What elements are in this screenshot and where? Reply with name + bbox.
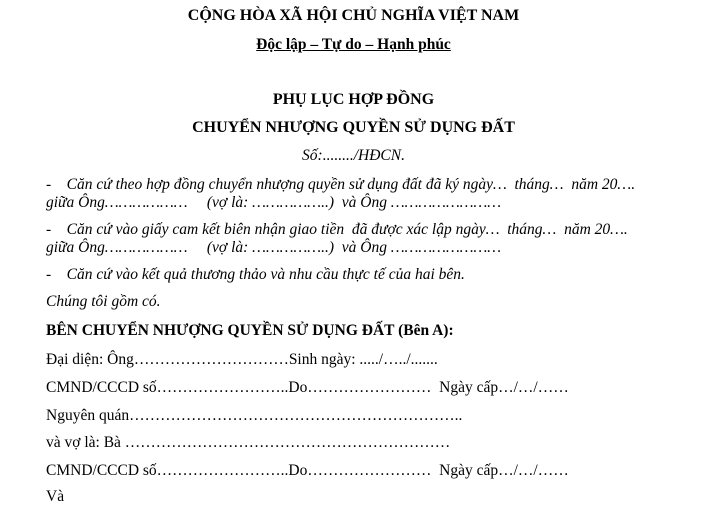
party-a-and: Và <box>46 488 65 505</box>
party-a-heading: BÊN CHUYỂN NHƯỢNG QUYỀN SỬ DỤNG ĐẤT (Bên A): <box>46 322 454 339</box>
party-a-id-2: CMND/CCCD số……………………..Do…………………… Ngày cấp…/…/…… <box>46 462 569 479</box>
basis-2-line-2: giữa Ông……………… (vợ là: ……………..) và Ông …………………… <box>46 239 502 256</box>
basis-2-line-1: - Căn cứ vào giấy cam kết biên nhận giao tiền đã được xác lập ngày… tháng… năm 20…. <box>46 221 628 238</box>
document-subtitle: CHUYỂN NHƯỢNG QUYỀN SỬ DỤNG ĐẤT <box>192 119 515 136</box>
contract-number: Số:......../HĐCN. <box>302 147 405 164</box>
national-title: CỘNG HÒA XÃ HỘI CHỦ NGHĨA VIỆT NAM <box>187 7 520 24</box>
basis-3-line-1: - Căn cứ vào kết quả thương thảo và nhu cầu thực tế của hai bên. <box>46 266 465 283</box>
basis-1-line-1: - Căn cứ theo hợp đồng chuyển nhượng quyền sử dụng đất đã ký ngày… tháng… năm 20…. <box>46 176 636 193</box>
party-a-id-1: CMND/CCCD số……………………..Do…………………… Ngày cấp…/…/…… <box>46 379 569 396</box>
party-a-wife: và vợ là: Bà ……………………………………………………… <box>46 434 451 451</box>
document-title: PHỤ LỤC HỢP ĐỒNG <box>272 91 435 108</box>
national-motto: Độc lập – Tự do – Hạnh phúc <box>256 36 451 53</box>
party-a-representative: Đại diện: Ông…………………………Sinh ngày: ...../…../....... <box>46 351 438 368</box>
intro-text: Chúng tôi gồm có. <box>46 293 161 310</box>
basis-1-line-2: giữa Ông……………… (vợ là: ……………..) và Ông …………………… <box>46 194 502 211</box>
party-a-origin: Nguyên quán……………………………………………………….. <box>46 407 463 424</box>
